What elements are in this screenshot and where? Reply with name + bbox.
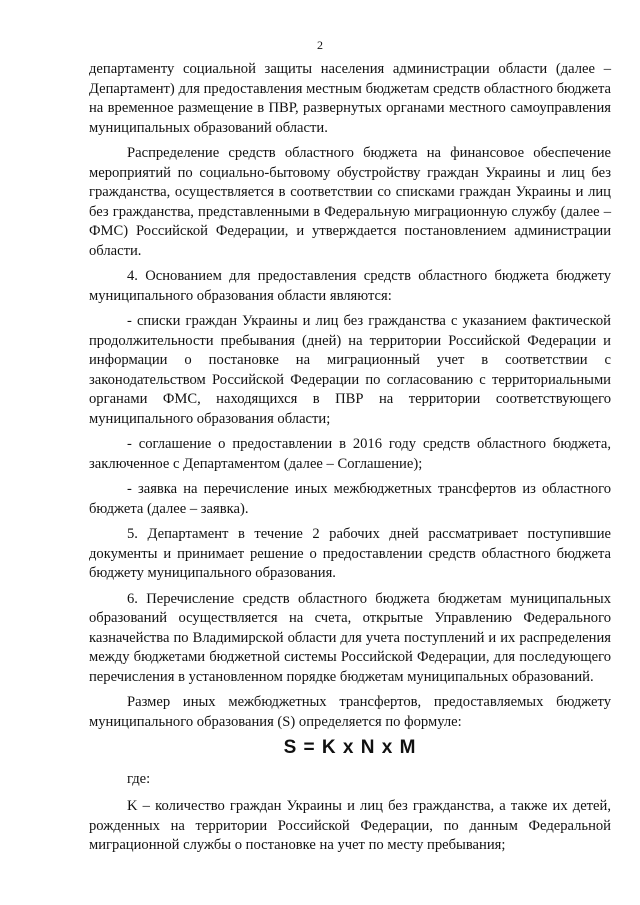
paragraph-item-4: 4. Основанием для предоставления средств областного бюджета бюджету муниципального образования области являются: [89, 268, 611, 304]
list-item-agreement: - соглашение о предоставлении в 2016 году средств областного бюджета, заключенное с Департаментом (далее – Соглашение); [89, 436, 611, 472]
formula-variable-k: K – количество граждан Украины и лиц без гражданства, а также их детей, рожденных на территории Российской Федерации, по данным Федеральной миграционной службы о постановке на учет по месту пребывания; [89, 798, 611, 853]
paragraph-continuation: департаменту социальной защиты населения администрации области (далее – Департамент) для предоставления местным бюджетам средств областного бюджета на временное размещение в ПВР, развернутых органами местного самоуправления муниципальных образований области. [89, 61, 611, 136]
paragraph-formula-intro: Размер иных межбюджетных трансфертов, предоставляемых бюджету муниципального образования (S) определяется по формуле: [89, 694, 611, 730]
formula: S = K x N x M [283, 737, 417, 758]
paragraph-item-5: 5. Департамент в течение 2 рабочих дней рассматривает поступившие документы и принимает решение о предоставлении средств областного бюджета бюджету муниципального образования. [89, 526, 611, 581]
formula-where-label: где: [127, 770, 151, 787]
page-number: 2 [317, 38, 323, 52]
list-item-lists: - списки граждан Украины и лиц без гражданства с указанием фактической продолжительности пребывания (дней) на территории Российской Федерации и информации о постановке на миграционный учет в соответствии с законодательством Российской Федерации по согласованию с территориальными органами ФМС, находящихся в ПВР на территории соответствующего муниципального образования области; [89, 313, 611, 427]
paragraph-item-6: 6. Перечисление средств областного бюджета бюджетам муниципальных образований осуществляется на счета, открытые Управлению Федерального казначейства по Владимирской области для учета поступлений и их распределения между бюджетами бюджетной системы Российской Федерации, для последующего перечисления в установленном порядке бюджетам муниципальных образований. [89, 590, 611, 685]
list-item-request: - заявка на перечисление иных межбюджетных трансфертов из областного бюджета (далее – заявка). [89, 481, 611, 517]
document-body [89, 60, 611, 862]
paragraph-distribution: Распределение средств областного бюджета на финансовое обеспечение мероприятий по социально-бытовому обустройству граждан Украины и лиц без гражданства, осуществляется в соответствии со списками граждан Украины и лиц без гражданства, представленными в Федеральную миграционную службу (далее – ФМС) Российской Федерации, и утверждается постановлением администрации области. [89, 145, 611, 259]
